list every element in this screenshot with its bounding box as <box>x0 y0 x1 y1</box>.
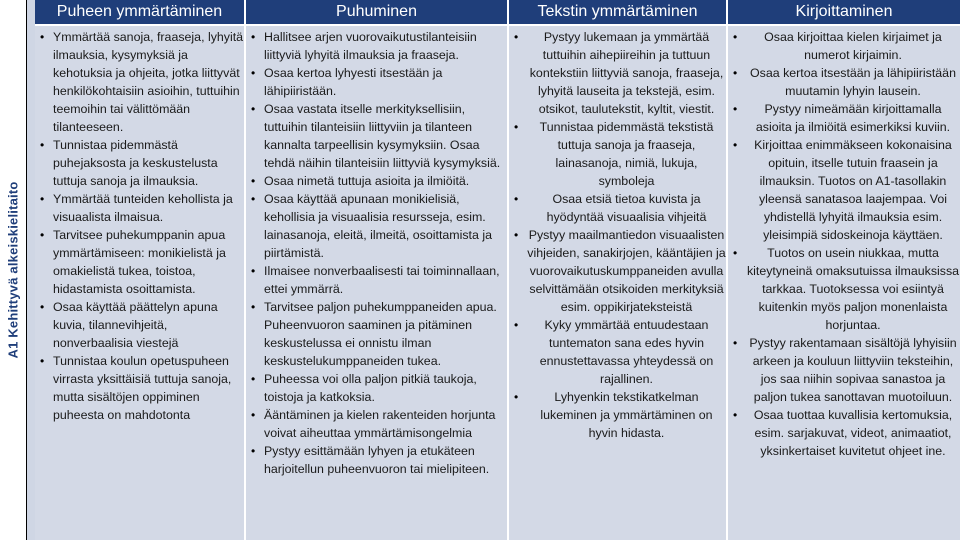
list-item: • Tuotos on usein niukkaa, mutta kiteytyneinä omaksutuissa ilmauksissa tarkkaa. Tuotoksessa voi esiintyä kuitenkin myös paljon monenlaista horjuntaa. <box>728 244 960 334</box>
list-item: • Osaa kertoa itsestään ja lähipiiristään muutamin lyhyin lausein. <box>728 64 960 100</box>
list-item: • Osaa nimetä tuttuja asioita ja ilmiöitä. <box>246 172 507 190</box>
list-item: • Osaa kertoa lyhyesti itsestään ja lähipiiristään. <box>246 64 507 100</box>
column-listening <box>35 26 244 540</box>
list-item: • Kyky ymmärtää entuudestaan tuntematon sana edes hyvin ennustettavassa yhteydessä on rajallinen. <box>509 316 726 388</box>
list-item: • Pystyy rakentamaan sisältöjä lyhyisiin arkeen ja kouluun liittyviin teksteihin, jos saa niihin sopivaa sanastoa ja paljon tukea sanottavan muotoiluun. <box>728 334 960 406</box>
header-speaking: Puhuminen <box>246 0 507 24</box>
list-item: • Osaa tuottaa kuvallisia kertomuksia, esim. sarjakuvat, videot, animaatiot, yksinkertaiset kuvitetut ohjeet ine. <box>728 406 960 460</box>
list-item: • Hallitsee arjen vuorovaikutustilanteisiin liittyviä lyhyitä ilmauksia ja fraaseja. <box>246 28 507 64</box>
list-item: • Tunnistaa pidemmästä puhejaksosta ja keskustelusta tuttuja sanoja ja ilmauksia. <box>35 136 244 190</box>
side-title: A1 Kehittyvä alkeiskielitaito <box>5 181 21 359</box>
header-reading: Tekstin ymmärtäminen <box>509 0 726 24</box>
list-item: • Pystyy maailmantiedon visuaalisten vihjeiden, sanakirjojen, kääntäjien ja vuorovaikutuskumppaneiden avulla selvittämään otsikoiden merkityksiä esim. oppikirjateksteistä <box>509 226 726 316</box>
side-panel <box>0 0 27 540</box>
list-item: • Kirjoittaa enimmäkseen kokonaisina opituin, itselle tutuin fraasein ja ilmauksin. Tuotos on A1-tasollakin yleensä sanatasoa laajempaa. Voi yhdistellä lyhyitä ilmauksia esim. yleisimpiä sidoskeinoja käyttäen. <box>728 136 960 244</box>
list-item: • Pystyy esittämään lyhyen ja etukäteen harjoitellun puheenvuoron tai mielipiteen. <box>246 442 507 478</box>
list-item: • Tarvitsee puhekumppanin apua ymmärtämiseen: monikielistä ja omakielistä tukea, toistoa, hidastamista osoittamista. <box>35 226 244 298</box>
list-item: • Pystyy lukemaan ja ymmärtää tuttuihin aihepiireihin ja tuttuun kontekstiin liittyviä sanoja, fraaseja, lyhyitä lauseita ja tekstejä, esim. otsikot, taulutekstit, kyltit, viestit. <box>509 28 726 118</box>
list-item: • Tunnistaa koulun opetuspuheen virrasta yksittäisiä tuttuja sanoja, mutta sisältöjen oppiminen puheesta on mahdotonta <box>35 352 244 424</box>
skills-table <box>35 0 960 540</box>
header-listening: Puheen ymmärtäminen <box>35 0 244 24</box>
list-item: • Pystyy nimeämään kirjoittamalla asioita ja ilmiöitä esimerkiksi kuviin. <box>728 100 960 136</box>
side-gap <box>27 0 35 540</box>
list-item: • Osaa vastata itselle merkityksellisiin, tuttuihin tilanteisiin liittyviin ja tilanteen kannalta tarpeellisin kysymyksiin. Osaa tehdä näihin tilanteisiin liittyviä kysymyksiä. <box>246 100 507 172</box>
list-item: • Osaa käyttää apunaan monikielisiä, kehollisia ja visuaalisia resursseja, esim. lainasanoja, eleitä, ilmeitä, osoittamista ja piirtämistä. <box>246 190 507 262</box>
list-item: • Osaa etsiä tietoa kuvista ja hyödyntää visuaalisia vihjeitä <box>509 190 726 226</box>
list-item: • Ymmärtää sanoja, fraaseja, lyhyitä ilmauksia, kysymyksiä ja kehotuksia ja ohjeita, jotka liittyvät henkilökohtaisiin asioihin, tuttuihin teemoihin tai välittömään tilanteeseen. <box>35 28 244 136</box>
list-item: • Ilmaisee nonverbaalisesti tai toiminnallaan, ettei ymmärrä. <box>246 262 507 298</box>
column-speaking <box>246 26 507 540</box>
list-item: • Tarvitsee paljon puhekumppaneiden apua. Puheenvuoron saaminen ja pitäminen keskustelussa ei onnistu ilman keskustelukumppaneiden tukea. <box>246 298 507 370</box>
list-item: • Osaa kirjoittaa kielen kirjaimet ja numerot kirjaimin. <box>728 28 960 64</box>
list-item: • Osaa käyttää päättelyn apuna kuvia, tilannevihjeitä, nonverbaalisia viestejä <box>35 298 244 352</box>
column-reading <box>509 26 726 540</box>
list-item: • Lyhyenkin tekstikatkelman lukeminen ja ymmärtäminen on hyvin hidasta. <box>509 388 726 442</box>
header-writing: Kirjoittaminen <box>728 0 960 24</box>
list-item: • Puheessa voi olla paljon pitkiä taukoja, toistoja ja katkoksia. <box>246 370 507 406</box>
column-writing <box>728 26 960 540</box>
list-item: • Ymmärtää tunteiden kehollista ja visuaalista ilmaisua. <box>35 190 244 226</box>
list-item: • Tunnistaa pidemmästä tekstistä tuttuja sanoja ja fraaseja, lainasanoja, nimiä, lukuja, symboleja <box>509 118 726 190</box>
list-item: • Ääntäminen ja kielen rakenteiden horjunta voivat aiheuttaa ymmärtämisongelmia <box>246 406 507 442</box>
